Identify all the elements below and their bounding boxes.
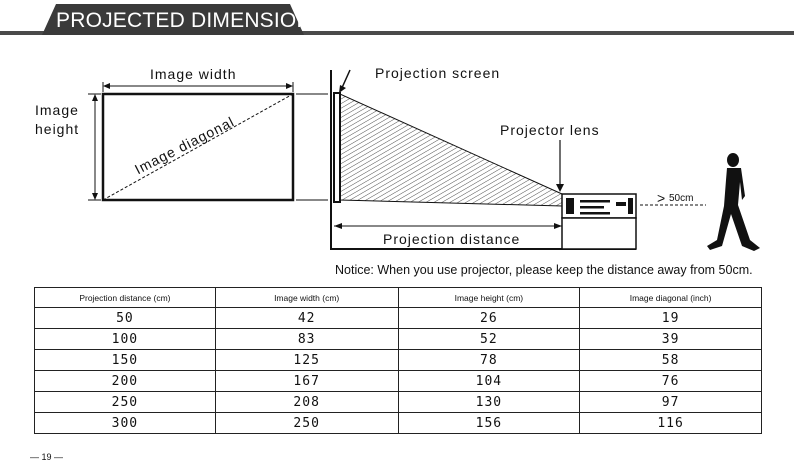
cell-diagonal: 58	[580, 350, 762, 371]
page-title: PROJECTED DIMENSION	[56, 9, 312, 32]
cell-distance: 300	[35, 413, 216, 434]
cell-distance: 200	[35, 371, 216, 392]
page-number-value: 19	[41, 452, 52, 462]
projection-screen-label: Projection screen	[375, 65, 501, 81]
image-height-label-1: Image	[35, 102, 79, 118]
table-header-row	[35, 288, 762, 308]
cell-height: 156	[398, 413, 580, 434]
table-row	[35, 350, 762, 371]
cell-distance: 100	[35, 329, 216, 350]
cell-diagonal: 19	[580, 308, 762, 329]
col-image-height: Image height (cm)	[398, 288, 580, 308]
table-row	[35, 392, 762, 413]
image-height-label-2: height	[35, 121, 80, 137]
projector-lens-label: Projector lens	[500, 122, 600, 138]
light-beam	[340, 94, 562, 206]
cell-height: 52	[398, 329, 580, 350]
cell-height: 26	[398, 308, 580, 329]
cell-distance: 250	[35, 392, 216, 413]
col-projection-distance: Projection distance (cm)	[35, 288, 216, 308]
image-width-label: Image width	[150, 66, 237, 82]
cell-diagonal: 39	[580, 329, 762, 350]
cell-diagonal: 76	[580, 371, 762, 392]
cell-width: 250	[215, 413, 398, 434]
projection-table	[34, 287, 762, 434]
cell-height: 130	[398, 392, 580, 413]
cell-width: 83	[215, 329, 398, 350]
cell-distance: 150	[35, 350, 216, 371]
col-image-diagonal: Image diagonal (inch)	[580, 288, 762, 308]
min-gap-label: 50cm	[669, 193, 694, 204]
projector	[562, 194, 636, 249]
image-diagonal-label: Image diagonal	[132, 113, 238, 178]
cell-height: 104	[398, 371, 580, 392]
cell-width: 167	[215, 371, 398, 392]
table-row	[35, 371, 762, 392]
cell-diagonal: 116	[580, 413, 762, 434]
cell-width: 42	[215, 308, 398, 329]
table-row	[35, 413, 762, 434]
table-row	[35, 308, 762, 329]
table-row	[35, 329, 762, 350]
projection-screen	[334, 93, 340, 202]
person-silhouette	[707, 153, 760, 251]
cell-diagonal: 97	[580, 392, 762, 413]
cell-width: 125	[215, 350, 398, 371]
col-image-width: Image width (cm)	[215, 288, 398, 308]
page-number: — 19 —	[30, 452, 64, 462]
cell-height: 78	[398, 350, 580, 371]
min-gap-symbol: >	[657, 190, 666, 206]
cell-distance: 50	[35, 308, 216, 329]
cell-width: 208	[215, 392, 398, 413]
projection-distance-label: Projection distance	[383, 231, 521, 247]
notice-text: Notice: When you use projector, please keep the distance away from 50cm.	[335, 263, 753, 277]
